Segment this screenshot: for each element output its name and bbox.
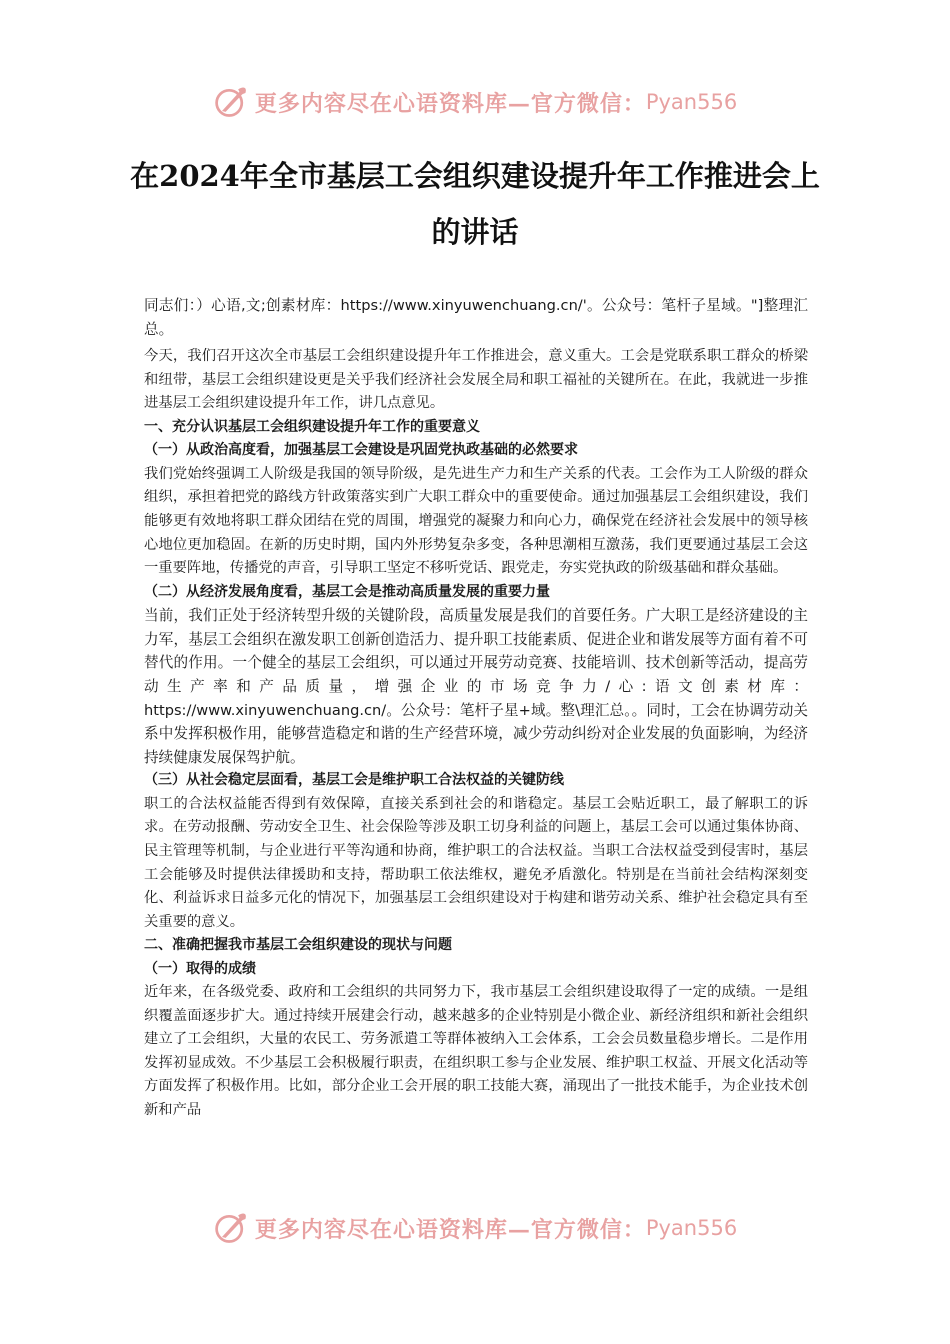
section-heading-2: 二、准确把握我市基层工会组织建设的现状与问题 [144,937,452,954]
document-body [144,294,808,1123]
banner-account: Pyan556 [645,90,738,114]
intro-paragraph: 今天，我们召开这次全市基层工会组织建设提升年工作推进会，意义重大。工会是党联系职工群众的桥梁和纽带，基层工会组织建设更是关乎我们经济社会发展全局和职工福祉的关键所在。在此，我就进一步推进基层工会组织建设提升年工作，讲几点意见。 [144,348,808,412]
document-title: 在2024年全市基层工会组织建设提升年工作推进会上的讲话 [130,159,820,249]
section-heading-1: 一、充分认识基层工会组织建设提升年工作的重要意义 [144,418,480,435]
subsection-heading-1-2: （二）从经济发展角度看，基层工会是推动高质量发展的重要力量 [144,583,550,600]
banner-text: 更多内容尽在心语资料库—官方微信： [254,90,646,117]
quill-logo-icon [213,1210,249,1246]
paragraph-1-2: 当前，我们正处于经济转型升级的关键阶段，高质量发展是我们的首要任务。广大职工是经济建设的主力军，基层工会组织在激发职工创新创造活力、提升职工技能素质、促进企业和谐发展等方面有着不可替代的作用。一个健全的基层工会组织，可以通过开展劳动竞赛、技能培训、技术创新等活动，提高劳动生产率和产品质量，增强企业的市场竞争力/心:语文创素材库：https://www.xinyuwenchuang.cn/。公众号：笔杆子星+域。整\理汇总。。同时，工会在协调劳动关系中发挥积极作用，能够营造稳定和谐的生产经营环境，减少劳动纠纷对企业发展的负面影响，为经济持续健康发展保驾护航。 [144,607,808,766]
paragraph-1-3: 职工的合法权益能否得到有效保障，直接关系到社会的和谐稳定。基层工会贴近职工，最了解职工的诉求。在劳动报酬、劳动安全卫生、社会保险等涉及职工切身利益的问题上，基层工会可以通过集体协商、民主管理等机制，与企业进行平等沟通和协商，维护职工的合法权益。当职工合法权益受到侵害时，基层工会能够及时提供法律援助和支持，帮助职工依法维权，避免矛盾激化。特别是在当前社会结构深刻变化、利益诉求日益多元化的情况下，加强基层工会组织建设对于构建和谐劳动关系、维护社会稳定具有至关重要的意义。 [144,795,808,930]
paragraph-2-1: 近年来，在各级党委、政府和工会组织的共同努力下，我市基层工会组织建设取得了一定的成绩。一是组织覆盖面逐步扩大。通过持续开展建会行动，越来越多的企业特别是小微企业、新经济组织和新社会组织建立了工会组织，大量的农民工、劳务派遣工等群体被纳入工会体系，工会会员数量稳步增长。二是作用发挥初显成效。不少基层工会积极履行职责，在组织职工参与企业发展、维护职工权益、开展文化活动等方面发挥了积极作用。比如，部分企业工会开展的职工技能大赛，涌现出了一批技术能手，为企业技术创新和产品 [144,984,808,1119]
salutation-paragraph: 同志们：）心语,文;创素材库：https://www.xinyuwenchuang.cn/'。公众号：笔杆子星域。"]整理汇总。 [144,297,808,338]
header-banner [0,80,950,124]
paragraph-1-1: 我们党始终强调工人阶级是我国的领导阶级，是先进生产力和生产关系的代表。工会作为工人阶级的群众组织，承担着把党的路线方针政策落实到广大职工群众中的重要使命。通过加强基层工会组织建设，我们能够更有效地将职工群众团结在党的周围，增强党的凝聚力和向心力，确保党在经济社会发展中的领导核心地位更加稳固。在新的历史时期，国内外形势复杂多变，各种思潮相互激荡，我们更要通过基层工会这一重要阵地，传播党的声音，引导职工坚定不移听党话、跟党走，夯实党执政的阶级基础和群众基础。 [144,465,808,577]
banner-text: 更多内容尽在心语资料库—官方微信： [254,1216,646,1243]
subsection-heading-1-3: （三）从社会稳定层面看，基层工会是维护职工合法权益的关键防线 [144,772,564,789]
banner-account: Pyan556 [645,1216,738,1240]
quill-logo-icon [213,84,249,120]
subsection-heading-1-1: （一）从政治高度看，加强基层工会建设是巩固党执政基础的必然要求 [144,442,578,459]
subsection-heading-2-1: （一）取得的成绩 [144,960,256,977]
footer-banner [0,1206,950,1250]
